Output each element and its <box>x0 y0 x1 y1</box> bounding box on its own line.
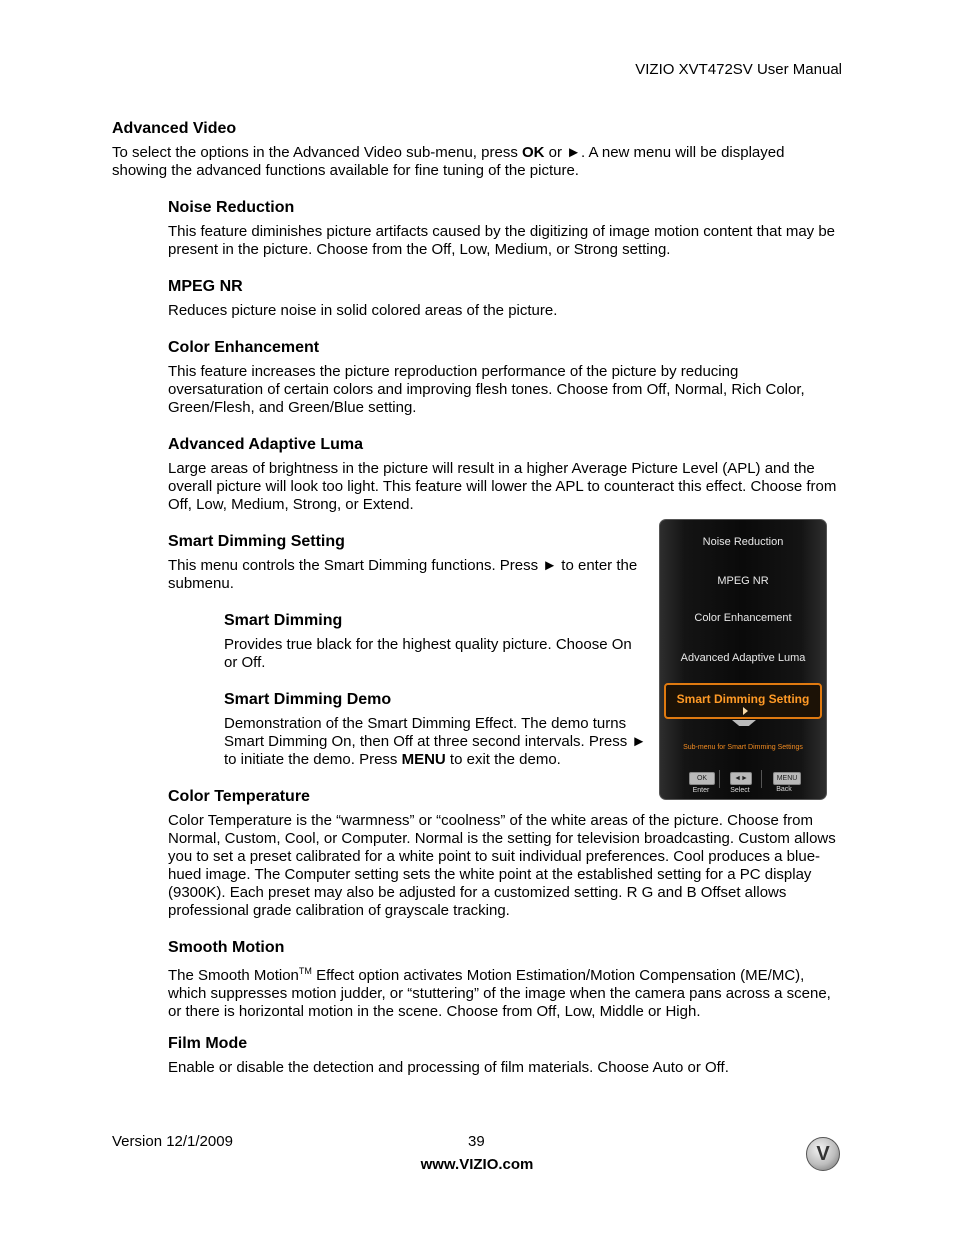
vizio-logo <box>806 1137 840 1171</box>
document-header: VIZIO XVT472SV User Manual <box>635 61 842 78</box>
smart-dimming-menu-screenshot <box>659 519 827 800</box>
ok-keyword: OK <box>521 144 545 161</box>
heading-noise-reduction: Noise Reduction <box>168 199 295 216</box>
heading-color-enhancement: Color Enhancement <box>168 339 320 356</box>
back-label: Back <box>776 786 792 793</box>
smart-dimming-demo-text-b: to exit the demo. <box>445 751 561 768</box>
mpeg-nr-text: Reduces picture noise in solid colored areas of the picture. <box>168 302 558 319</box>
footer-url: www.VIZIO.com <box>420 1156 534 1173</box>
heading-smooth-motion: Smooth Motion <box>168 939 285 956</box>
menu-item-noise-reduction: Noise Reduction <box>702 536 784 548</box>
advanced-video-text-b: or ►. A new menu will be displayed showing the advanced functions available for fine tuning of the picture. <box>112 144 785 179</box>
heading-mpeg-nr: MPEG NR <box>168 278 243 295</box>
menu-keyword: MENU <box>401 751 446 768</box>
menu-item-color-enhancement: Color Enhancement <box>694 612 792 624</box>
advanced-video-text <box>112 144 832 180</box>
heading-color-temperature: Color Temperature <box>168 788 310 805</box>
smart-dimming-demo-text-a: Demonstration of the Smart Dimming Effect. The demo turns Smart Dimming On, then Off at three second intervals. Press ► to initiate the demo. Press <box>224 715 647 768</box>
smooth-motion-text <box>168 962 838 1021</box>
heading-smart-dimming-setting: Smart Dimming Setting <box>168 533 345 550</box>
divider <box>761 770 762 788</box>
divider <box>719 770 720 788</box>
heading-film-mode: Film Mode <box>168 1035 248 1052</box>
right-arrow-icon <box>743 707 748 715</box>
footer-version: Version 12/1/2009 <box>112 1133 233 1150</box>
menu-subtitle: Sub-menu for Smart Dimming Settings <box>683 744 803 751</box>
film-mode-text: Enable or disable the detection and processing of film materials. Choose Auto or Off. <box>168 1059 729 1076</box>
smart-dimming-demo-text <box>224 715 649 769</box>
trademark-mark: TM <box>298 966 312 976</box>
page-number: 39 <box>468 1133 485 1150</box>
heading-smart-dimming: Smart Dimming <box>224 612 343 629</box>
heading-advanced-adaptive-luma: Advanced Adaptive Luma <box>168 436 364 453</box>
selected-item-label: Smart Dimming Setting <box>676 692 810 706</box>
select-arrows-icon: ◄► <box>730 772 752 785</box>
advanced-adaptive-luma-text: Large areas of brightness in the picture will result in a higher Average Picture Level (APL) and the overall picture will look too light. This feature will lower the APL to counteract this effect. Choose from Off, Low, Medium, Strong, or Extend. <box>168 460 837 513</box>
menu-button-icon: MENU <box>773 772 801 785</box>
color-enhancement-text: This feature increases the picture reproduction performance of the picture by reducing oversaturation of certain colors and improving flesh tones. Choose from Off, Normal, Rich Color, Green/Flesh, and Green/Blue setting. <box>168 363 805 416</box>
advanced-video-text-a: To select the options in the Advanced Video sub-menu, press <box>112 144 522 161</box>
smooth-motion-text-a: The Smooth Motion <box>168 967 299 984</box>
color-temperature-text: Color Temperature is the “warmness” or “coolness” of the white areas of the picture. Choose from Normal, Custom, Cool, or Computer. Normal is the setting for television broadcasting. Custom allows you to set a preset calibrated for a white point to suit individual preferences. Cool produces a blue-hued image. The Computer setting sets the white point at the established setting for a PC display (9300K). Each preset may also be adjusted for a customized setting. R G and B Offset allows professional grade calibration of grayscale tracking. <box>168 812 836 919</box>
menu-item-mpeg-nr: MPEG NR <box>717 575 769 587</box>
noise-reduction-text: This feature diminishes picture artifacts caused by the digitizing of image motion content that may be present in the picture. Choose from the Off, Low, Medium, or Strong setting. <box>168 223 836 258</box>
chevron-down-icon <box>732 720 756 726</box>
ok-button-icon: OK <box>689 772 715 785</box>
select-label: Select <box>730 787 750 794</box>
menu-item-advanced-adaptive-luma: Advanced Adaptive Luma <box>680 652 806 664</box>
smart-dimming-text: Provides true black for the highest quality picture. Choose On or Off. <box>224 636 632 671</box>
enter-label: Enter <box>692 787 710 794</box>
smooth-motion-text-b: Effect option activates Motion Estimation/Motion Compensation (ME/MC), which suppresses motion judder, or “stuttering” of the image when the camera pans across a scene, or there is horizontal motion in the scene. Choose from Off, Low, Middle or High. <box>168 967 831 1020</box>
vizio-logo-letter: V <box>816 1143 830 1165</box>
heading-advanced-video: Advanced Video <box>112 120 237 137</box>
menu-item-smart-dimming-setting <box>664 683 822 719</box>
heading-smart-dimming-demo: Smart Dimming Demo <box>224 691 392 708</box>
smart-dimming-setting-text: This menu controls the Smart Dimming functions. Press ► to enter the submenu. <box>168 557 638 592</box>
